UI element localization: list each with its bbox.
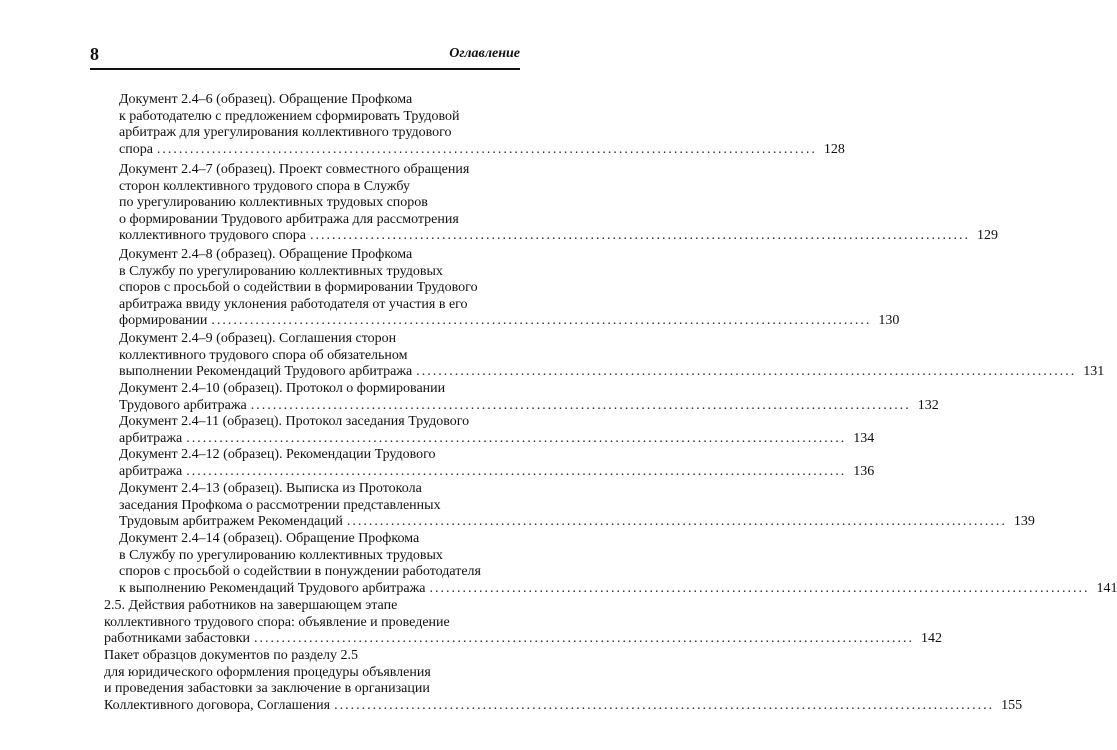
page-number: 8: [90, 44, 99, 64]
entry-line: Документ 2.4–12 (образец). Рекомендации Трудового: [119, 447, 436, 462]
entry-line: Документ 2.4–6 (образец). Обращение Профкома: [119, 92, 413, 107]
entry-line: арбитража ввиду уклонения работодателя от участия в его: [119, 296, 468, 312]
entry-line: Документ 2.4–10 (образец). Протокол о формировании: [119, 381, 446, 396]
running-head: Оглавление: [449, 46, 520, 61]
toc-entry[interactable]: [119, 447, 875, 480]
dot-leader: ........................................................................................................................: [250, 397, 911, 413]
entry-line: арбитраж для урегулирования коллективного трудового: [119, 125, 452, 141]
entry-line: к работодателю с предложением сформировать Трудовой: [119, 108, 460, 124]
entry-line: и проведения забастовки за заключение в организации: [104, 681, 430, 697]
dot-leader: ........................................................................................................................: [334, 697, 995, 713]
page-ref: 136: [853, 463, 875, 479]
page-ref: 155: [1001, 697, 1023, 713]
entry-line: о формировании Трудового арбитража для рассмотрения: [119, 211, 459, 227]
entry-line: Трудового арбитража: [119, 397, 247, 413]
dot-leader: ........................................................................................................................: [346, 514, 1007, 530]
entry-line: сторон коллективного трудового спора в Службу: [119, 178, 410, 194]
entry-line: Документ 2.4–11 (образец). Протокол заседания Трудового: [119, 414, 470, 429]
entry-line: коллективного трудового спора: [119, 228, 306, 244]
entry-line: выполнении Рекомендаций Трудового арбитража: [119, 364, 413, 380]
entry-line: Документ 2.4–7 (образец). Проект совместного обращения: [119, 162, 470, 177]
toc-entry[interactable]: [119, 247, 900, 330]
entry-line: заседания Профкома о рассмотрении представленных: [119, 497, 441, 513]
entry-line: споров с просьбой о содействии в понуждении работодателя: [119, 564, 481, 580]
entry-line: арбитража: [119, 430, 183, 446]
entry-line: работниками забастовки: [104, 631, 251, 647]
entry-line: в Службу по урегулированию коллективных трудовых: [119, 263, 443, 279]
page-ref: 130: [878, 313, 900, 329]
toc-entry[interactable]: [104, 598, 943, 648]
page-ref: 131: [1083, 364, 1105, 380]
page-ref: 128: [823, 141, 845, 157]
page-ref: 142: [921, 631, 943, 647]
toc-entry[interactable]: [119, 162, 998, 245]
entry-line: Документ 2.4–9 (образец). Соглашения сторон: [119, 331, 397, 346]
dot-leader: ........................................................................................................................: [254, 631, 915, 647]
toc-entry[interactable]: [119, 481, 1035, 531]
entry-line: формировании: [119, 313, 208, 329]
toc-entry[interactable]: [104, 648, 1023, 714]
entry-line: коллективного трудового спора об обязательном: [119, 347, 408, 363]
page-ref: 134: [853, 430, 875, 446]
header-rule: [90, 68, 520, 70]
page-ref: 139: [1013, 514, 1035, 530]
entry-line: для юридического оформления процедуры объявления: [104, 664, 431, 680]
dot-leader: ........................................................................................................................: [186, 463, 847, 479]
entry-line: спора: [119, 141, 153, 157]
entry-line: 2.5. Действия работников на завершающем этапе: [104, 598, 398, 613]
dot-leader: ........................................................................................................................: [429, 580, 1090, 596]
page-ref: 141: [1096, 580, 1117, 596]
entry-line: споров с просьбой о содействии в формировании Трудового: [119, 280, 478, 296]
toc-entry[interactable]: [119, 92, 845, 158]
entry-line: к выполнению Рекомендаций Трудового арбитража: [119, 580, 426, 596]
dot-leader: ........................................................................................................................: [416, 364, 1077, 380]
entry-line: Коллективного договора, Соглашения: [104, 697, 331, 713]
entry-line: Трудовым арбитражем Рекомендаций: [119, 514, 343, 530]
entry-line: Пакет образцов документов по разделу 2.5: [104, 648, 359, 663]
entry-line: Документ 2.4–13 (образец). Выписка из Протокола: [119, 481, 422, 496]
entry-line: по урегулированию коллективных трудовых споров: [119, 195, 428, 211]
entry-line: Документ 2.4–8 (образец). Обращение Профкома: [119, 247, 413, 262]
toc-entry[interactable]: [119, 381, 939, 414]
dot-leader: ........................................................................................................................: [186, 430, 847, 446]
entry-line: Документ 2.4–14 (образец). Обращение Профкома: [119, 531, 420, 546]
page-ref: 129: [977, 228, 998, 244]
toc-entry[interactable]: [119, 531, 1117, 597]
dot-leader: ........................................................................................................................: [156, 141, 817, 157]
entry-line: арбитража: [119, 463, 183, 479]
entry-line: в Службу по урегулированию коллективных трудовых: [119, 547, 443, 563]
page-header: [90, 40, 520, 66]
dot-leader: ........................................................................................................................: [211, 313, 872, 329]
toc-entry[interactable]: [119, 414, 875, 447]
entry-line: коллективного трудового спора: объявление и проведение: [104, 614, 450, 630]
toc-entry[interactable]: [119, 331, 1105, 381]
page-ref: 132: [917, 397, 939, 413]
dot-leader: ........................................................................................................................: [310, 228, 970, 244]
